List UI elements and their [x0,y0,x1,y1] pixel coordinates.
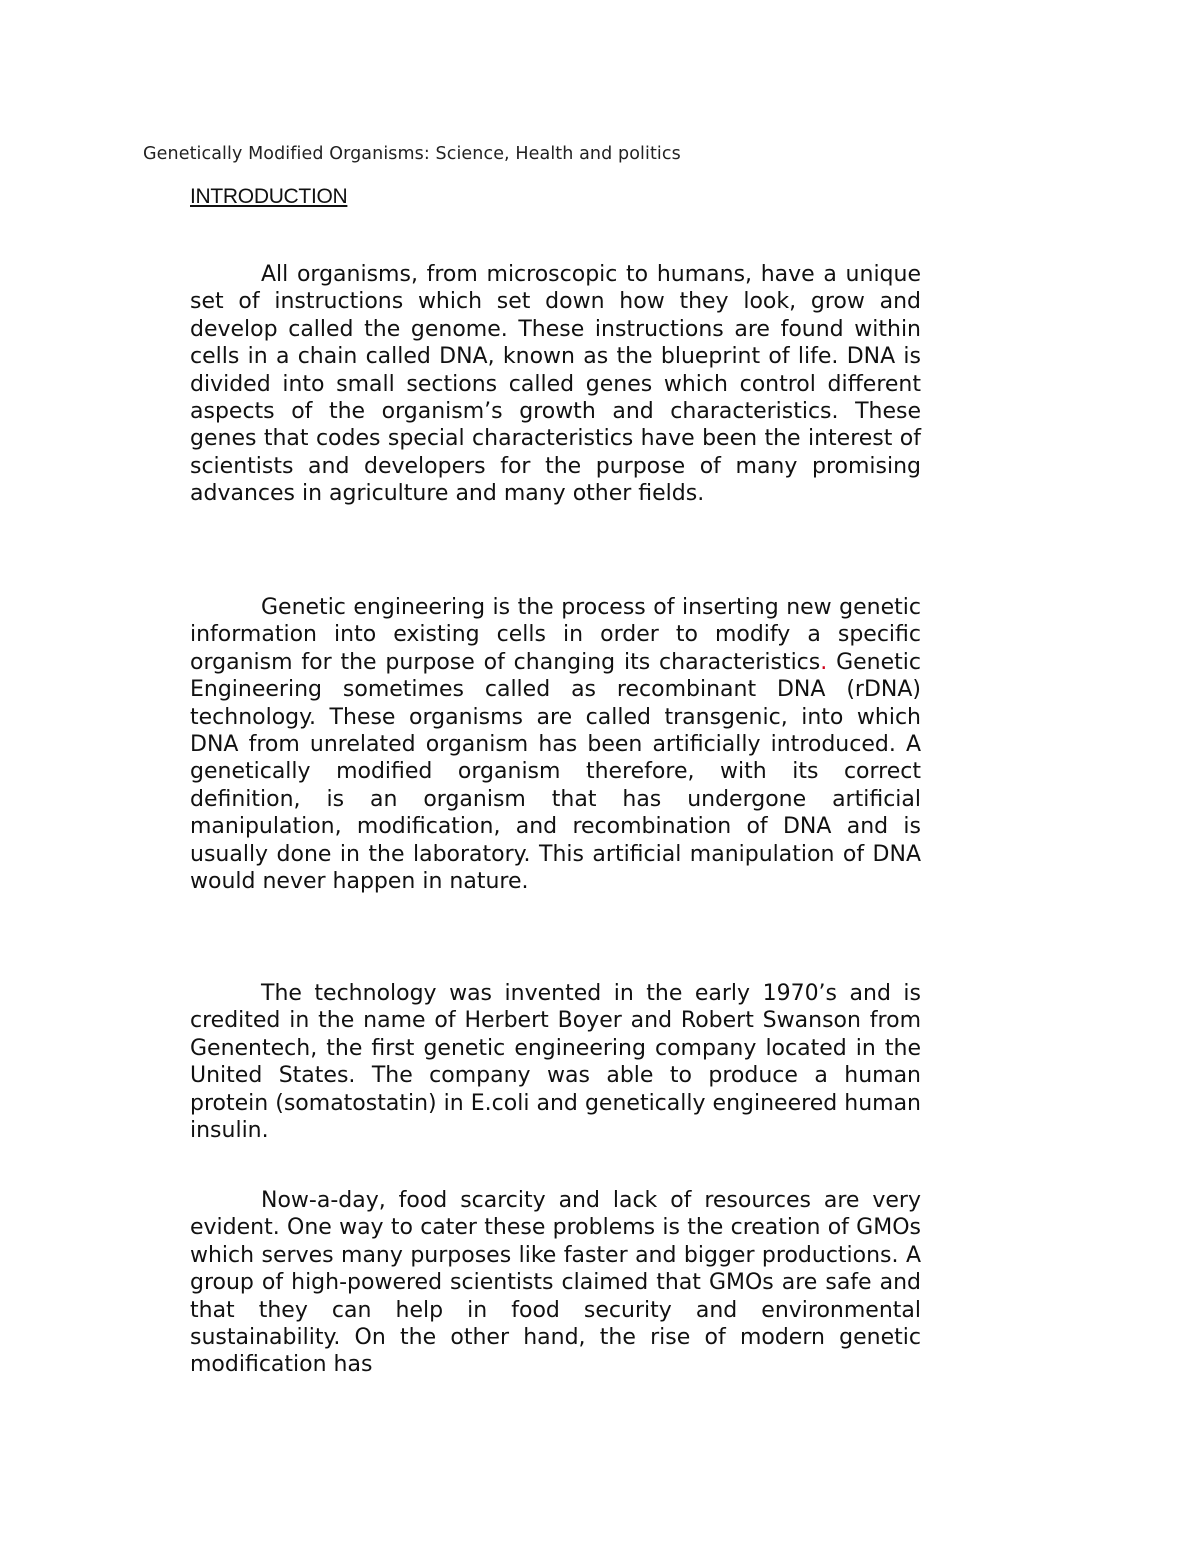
red-period-mark: . [820,649,828,675]
paragraph-text-before-mark: Genetic engineering is the process of inserting new genetic information into existing cells in order to modify a specific organism for the purpose of changing its characteristics [190,595,921,675]
paragraph-technology-history: The technology was invented in the early 1970’s and is credited in the name of Herbert Boyer and Robert Swanson from Genentech, the first genetic engineering company located in the United States. The company was able to produce a human protein (somatostatin) in E.coli and genetically engineered human insulin. [190,981,921,1144]
paragraph-text-after-mark: Genetic Engineering sometimes called as recombinant DNA (rDNA) technology. These organisms are called transgenic, into which DNA from unrelated organism has been artificially introduced. A genetically modified organism therefore, with its correct definition, is an organism that has undergone artificial manipulation, modification, and recombination of DNA and is usually done in the laboratory. This artificial manipulation of DNA would never happen in nature. [190,649,921,895]
paragraph-genetic-engineering [190,594,921,895]
paragraph-genome: All organisms, from microscopic to humans, have a unique set of instructions which set down how they look, grow and develop called the genome. These instructions are found within cells in a chain called DNA, known as the blueprint of life. DNA is divided into small sections called genes which control different aspects of the organism’s growth and characteristics. These genes that codes special characteristics have been the interest of scientists and developers for the purpose of many promising advances in agriculture and many other fields. [190,262,921,507]
document-title: Genetically Modified Organisms: Science, Health and politics [143,144,681,164]
paragraph-food-scarcity: Now-a-day, food scarcity and lack of resources are very evident. One way to cater these problems is the creation of GMOs which serves many purposes like faster and bigger productions. A group of high-powered scientists claimed that GMOs are safe and that they can help in food security and environmental sustainability. On the other hand, the rise of modern genetic modification has [190,1188,921,1378]
section-heading: INTRODUCTION [190,185,348,208]
